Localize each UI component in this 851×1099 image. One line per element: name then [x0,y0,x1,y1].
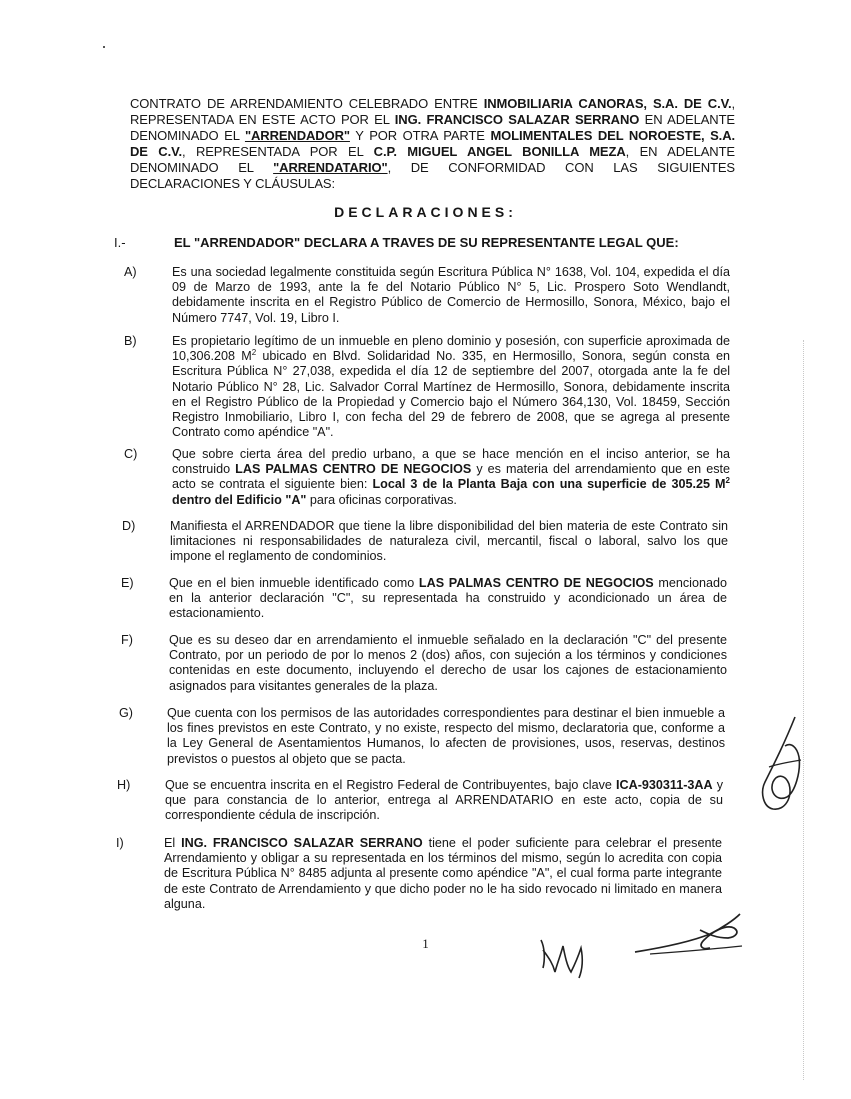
lessee-representative: C.P. MIGUEL ANGEL BONILLA MEZA [373,144,626,159]
lessee-company: MOLIMENTALES DEL NOROESTE, S.A. DE C.V. [130,128,735,159]
scan-speck [103,46,105,48]
bottom-initials-signature [533,928,598,983]
section-title: EL "ARRENDADOR" DECLARA A TRAVES DE SU REPRESENTANTE LEGAL QUE: [174,235,679,250]
item-label: A) [124,265,137,279]
item-text: El ING. FRANCISCO SALAZAR SERRANO tiene el poder suficiente para celebrar el presente Arrendamiento y obligar a su representada en los términos del mismo, según lo acredita con copia de Escritura Pública N° 8485 adjunta al presente como apéndice "A", el cual forma parte integrante de este Contrato de Arrendamiento y que dicho poder no le ha sido revocado ni limitado en manera alguna. [164,836,722,911]
margin-initials-signature [755,712,813,822]
contract-intro [130,96,735,192]
item-text: Que en el bien inmueble identificado como LAS PALMAS CENTRO DE NEGOCIOS mencionado en la anterior declaración "C", su representada ha construido y acondicionado un área de estacionamiento. [169,576,727,621]
item-text: Que cuenta con los permisos de las autoridades correspondientes para destinar el bien inmueble a los fines previstos en este Contrato, y no existe, respecto del mismo, declaratoria que, conforme a la Ley General de Asentamientos Humanos, lo afecten de provisiones, usos, reservas, destinos previstos o puestos al objeto que se pacta. [167,706,725,766]
lessor-term: "ARRENDADOR" [244,128,350,143]
declarations-heading: DECLARACIONES: [334,204,517,220]
item-label: F) [121,633,133,647]
item-text: Que es su deseo dar en arrendamiento el inmueble señalado en la declaración "C" del presente Contrato, por un periodo de por lo menos 2 (dos) años, con sujeción a los términos y condiciones contenidas en este documento, incluyendo el derecho de usar los cajones de estacionamiento asignados para visitantes generales de la plaza. [169,633,727,693]
item-label: H) [117,778,131,792]
item-label: C) [124,447,138,461]
lessor-representative: ING. FRANCISCO SALAZAR SERRANO [394,112,640,127]
bottom-signature [630,910,745,960]
section-number: I.- [114,235,126,250]
item-label: B) [124,334,137,348]
intro-text: EN ADELANTE DENOMINADO EL [130,112,735,143]
lessee-term: "ARRENDATARIO" [273,160,388,175]
intro-text: , DE CONFORMIDAD CON LAS SIGUIENTES DECLARACIONES Y CLÁUSULAS: [130,160,735,191]
item-label: E) [121,576,134,590]
item-text: Es propietario legítimo de un inmueble en pleno dominio y posesión, con superficie aproximada de 10,306.208 $M^2$ ubicado en Blvd. Solidaridad No. 335, en Hermosillo, Sonora, según consta en Escritura Pública N° 27,038, expedida el día 12 de septiembre del 2007, otorgada ante la fe del Notario Público N° 28, Lic. Salvador Corral Martínez de Hermosillo, Sonora, debidamente inscrita en el Registro Público de la Propiedad y Comercio bajo el Número 364,130, Vol. 18459, Sección Registro Inmobiliario, Libro I, con fecha del 29 de febrero de 2008, que se agrega al presente Contrato como apéndice "A". [172,334,730,440]
item-label: G) [119,706,133,720]
intro-text: , EN ADELANTE DENOMINADO EL [130,144,735,175]
item-label: D) [122,519,136,533]
intro-text: Y POR OTRA PARTE [349,128,491,143]
page-number: 1 [422,936,429,951]
item-text: Que sobre cierta área del predio urbano, a que se hace mención en el inciso anterior, se ha construido LAS PALMAS CENTRO DE NEGOCIOS y es materia del arrendamiento que en este acto se contrata el siguiente bien: Local 3 de la Planta Baja con una superficie de 305.25 $M^2$ dentro del Edificio "A" para oficinas corporativas. [172,447,731,507]
scan-margin-line [803,340,805,1080]
item-text: Que se encuentra inscrita en el Registro Federal de Contribuyentes, bajo clave ICA-930311-3AA y que para constancia de lo anterior, entrega al ARRENDATARIO en este acto, copia de su correspondiente cédula de inscripción. [165,778,724,823]
lessor-company: INMOBILIARIA CANORAS, S.A. DE C.V. [483,96,732,111]
intro-text: , REPRESENTADA EN ESTE ACTO POR EL [130,96,735,127]
item-label: I) [116,836,124,850]
item-text: Manifiesta el ARRENDADOR que tiene la libre disponibilidad del bien materia de este Contrato sin limitaciones ni responsabilidades de naturaleza civil, mercantil, fiscal o laboral, salvo los que impone el reglamento de condominios. [170,519,728,564]
item-text: Es una sociedad legalmente constituida según Escritura Pública N° 1638, Vol. 104, expedida el día 09 de Marzo de 1993, ante la fe del Notario Público N° 5, Lic. Prospero Soto Wendlandt, debidamente inscrita en el Registro Público de Comercio de Hermosillo, Sonora, México, bajo el Número 7747, Vol. 19, Libro I. [172,265,730,325]
intro-text: , REPRESENTADA POR EL [182,144,374,159]
intro-text: CONTRATO DE ARRENDAMIENTO CELEBRADO ENTRE [130,96,484,111]
